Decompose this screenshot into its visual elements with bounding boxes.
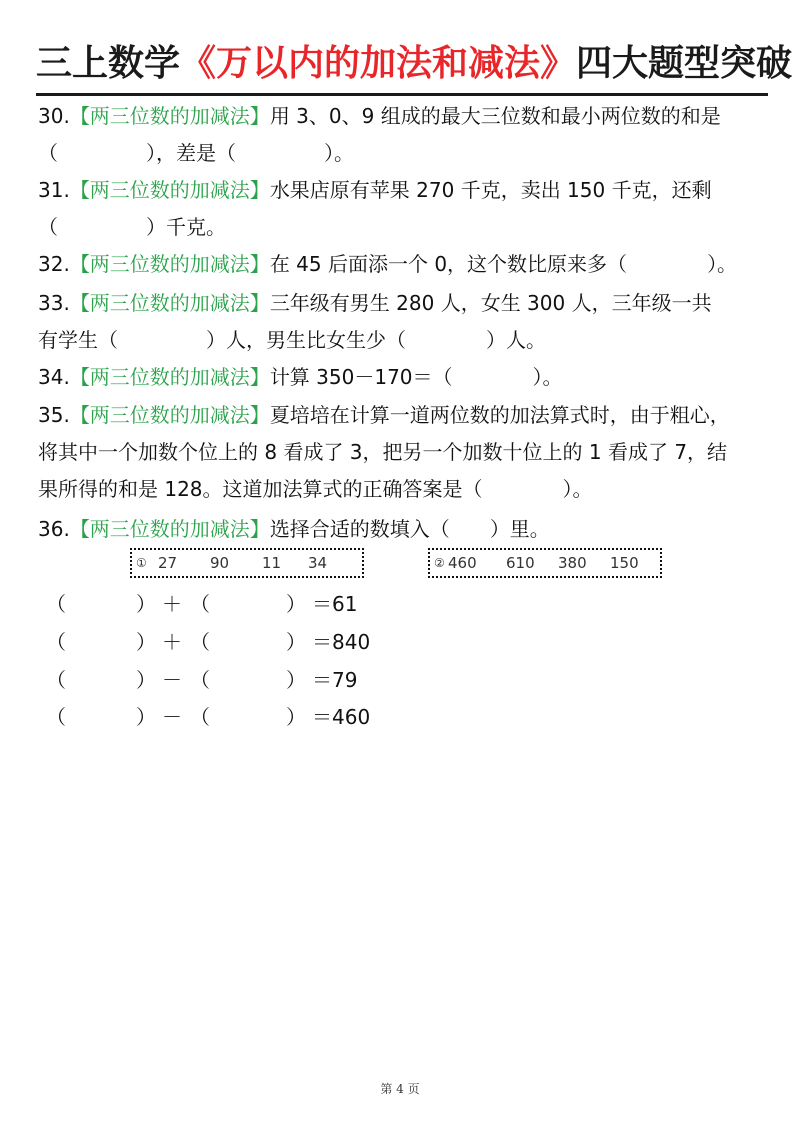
operator: ＋ xyxy=(162,592,182,616)
question-text: 用 3、0、9 组成的最大三位数和最小两位数的和是 xyxy=(269,104,721,128)
question-number: 34. xyxy=(38,365,70,389)
question-number: 31. xyxy=(38,178,70,202)
box-number: 90 xyxy=(210,554,230,572)
question-number: 33. xyxy=(38,291,70,315)
paren-close: ） xyxy=(286,592,306,616)
question-text: ）千克。 xyxy=(146,215,226,239)
question-text: 有学生（ xyxy=(38,328,118,352)
question-tag: 【两三位数的加减法】 xyxy=(69,178,270,202)
question-32 xyxy=(38,246,768,283)
question-35 xyxy=(38,397,768,508)
box-number: 460 xyxy=(448,554,477,572)
box-number: 27 xyxy=(158,554,178,572)
paren-open: （ xyxy=(190,630,210,654)
question-text: 在 45 后面添一个 0，这个数比原来多（ xyxy=(269,252,628,276)
paren-open: （ xyxy=(190,592,210,616)
question-33 xyxy=(38,285,768,359)
paren-close: ） xyxy=(136,630,156,654)
box-number: 11 xyxy=(262,554,282,572)
paren-open: （ xyxy=(190,705,210,729)
question-number: 36. xyxy=(38,517,70,541)
question-text: ）人，男生比女生少（ xyxy=(206,328,406,352)
question-36 xyxy=(38,511,768,548)
question-tag: 【两三位数的加减法】 xyxy=(69,403,270,427)
page-number: 第 4 页 xyxy=(380,1082,420,1096)
question-text: 选择合适的数填入（ xyxy=(269,517,450,541)
question-number: 30. xyxy=(38,104,70,128)
title-highlight: 《万以内的加法和减法》 xyxy=(180,43,577,84)
box-marker: ① xyxy=(136,556,147,570)
equation-result: ＝61 xyxy=(312,592,358,616)
paren-open: （ xyxy=(46,668,66,692)
question-tag: 【两三位数的加减法】 xyxy=(69,517,270,541)
title-suffix: 四大题型突破 xyxy=(576,43,793,84)
question-text: 将其中一个加数个位上的 8 看成了 3，把另一个加数十位上的 1 看成了 7，结 xyxy=(38,440,728,464)
question-34 xyxy=(38,359,768,396)
question-tag: 【两三位数的加减法】 xyxy=(69,252,270,276)
question-31 xyxy=(38,172,768,246)
question-tag: 【两三位数的加减法】 xyxy=(69,291,270,315)
question-30 xyxy=(38,98,768,172)
operator: － xyxy=(162,705,182,729)
question-text: （ xyxy=(38,215,58,239)
question-text: 三年级有男生 280 人，女生 300 人，三年级一共 xyxy=(269,291,712,315)
question-text: ）。 xyxy=(707,252,738,276)
paren-open: （ xyxy=(46,630,66,654)
box-number: 610 xyxy=(506,554,535,572)
question-text: ）里。 xyxy=(489,517,550,541)
question-text: （ xyxy=(38,141,58,165)
paren-close: ） xyxy=(286,705,306,729)
question-tag: 【两三位数的加减法】 xyxy=(69,104,270,128)
question-text: 夏培培在计算一道两位数的加法算式时，由于粗心， xyxy=(269,403,730,427)
question-text: ）人。 xyxy=(486,328,546,352)
paren-open: （ xyxy=(190,668,210,692)
paren-close: ） xyxy=(286,668,306,692)
question-text: 水果店原有苹果 270 千克，卖出 150 千克，还剩 xyxy=(269,178,712,202)
paren-close: ） xyxy=(136,705,156,729)
question-text: ），差是（ xyxy=(146,141,236,165)
paren-close: ） xyxy=(286,630,306,654)
paren-open: （ xyxy=(46,592,66,616)
page-title xyxy=(36,40,793,88)
operator: － xyxy=(162,668,182,692)
title-prefix: 三上数学 xyxy=(36,43,181,84)
question-text: 果所得的和是 128。这道加法算式的正确答案是（ xyxy=(38,477,483,501)
equation-result: ＝79 xyxy=(312,668,358,692)
number-box-1 xyxy=(130,548,364,578)
question-number: 32. xyxy=(38,252,70,276)
box-marker: ② xyxy=(434,556,445,570)
box-number: 150 xyxy=(610,554,639,572)
paren-close: ） xyxy=(136,668,156,692)
paren-open: （ xyxy=(46,705,66,729)
question-text: ）。 xyxy=(324,141,354,165)
title-divider xyxy=(36,93,768,96)
question-text: ）。 xyxy=(562,477,593,501)
box-number: 380 xyxy=(558,554,587,572)
operator: ＋ xyxy=(162,630,182,654)
question-text: ）。 xyxy=(532,365,563,389)
number-box-2 xyxy=(428,548,662,578)
equation-result: ＝840 xyxy=(312,630,371,654)
paren-close: ） xyxy=(136,592,156,616)
question-number: 35. xyxy=(38,403,70,427)
question-tag: 【两三位数的加减法】 xyxy=(69,365,270,389)
box-number: 34 xyxy=(308,554,328,572)
equation-result: ＝460 xyxy=(312,705,371,729)
question-text: 计算 350－170＝（ xyxy=(269,365,453,389)
